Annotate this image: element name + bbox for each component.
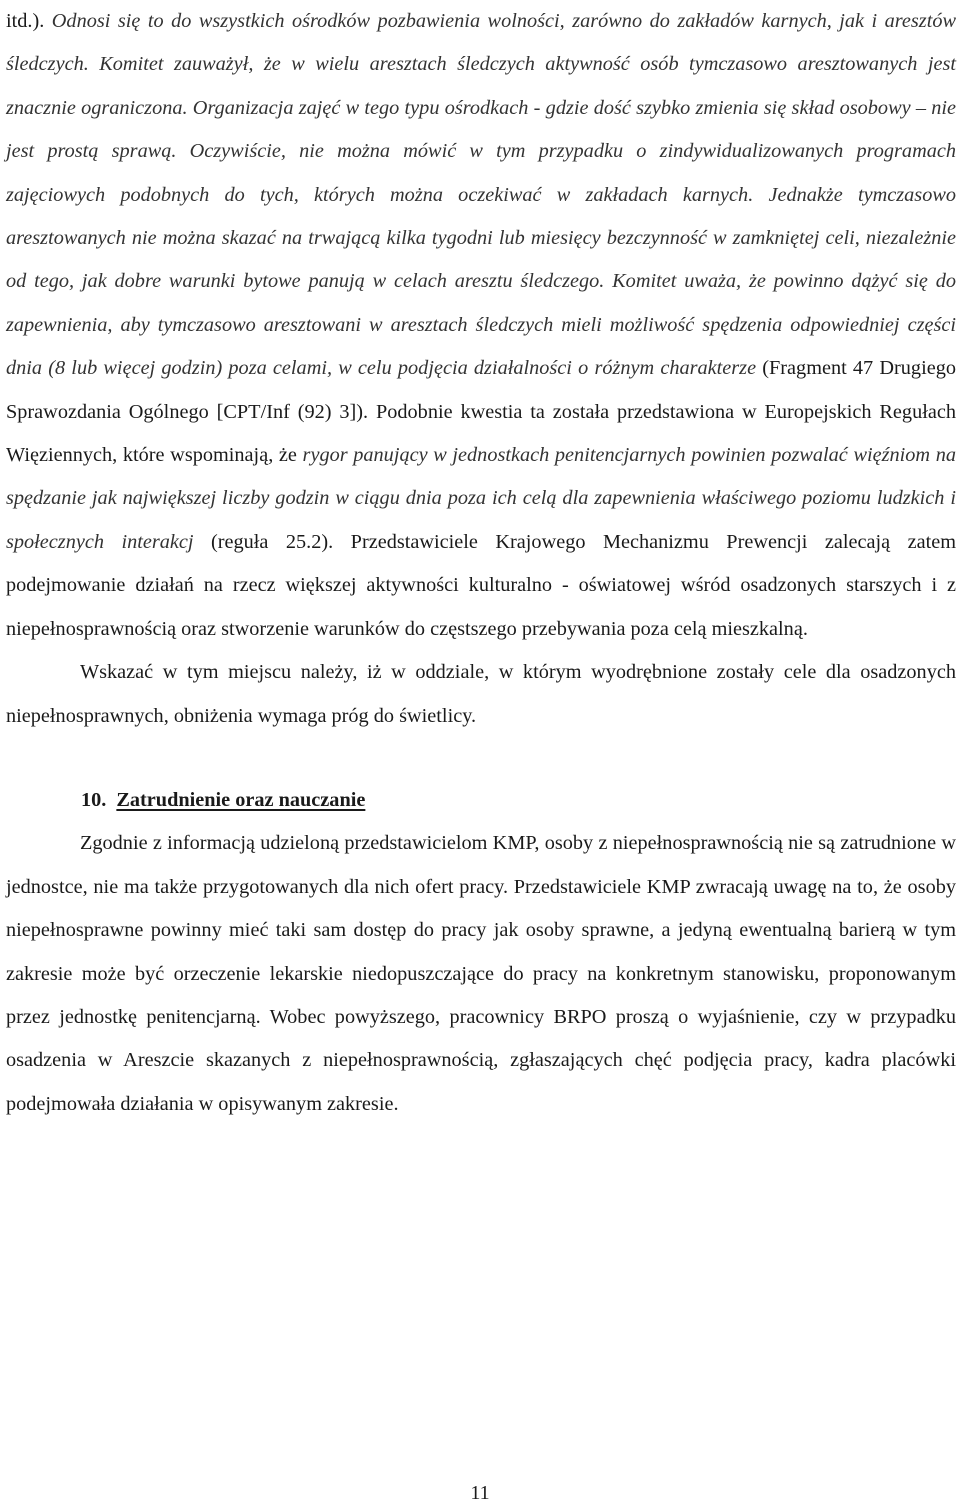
page-number: 11 — [470, 1482, 490, 1504]
text-segment: (reguła 25.2). Przedstawiciele Krajowego Mechanizmu Prewencji zalecają zatem podejmowanie działań na rzecz większej aktywności kulturalno - oświatowej wśród osadzonych starszych i z niepełnosprawnością oraz stworzenie warunków do częstszego przebywania poza celą mieszkalną. — [6, 530, 956, 640]
paragraph-cpt-activities — [6, 0, 956, 651]
section-title: Zatrudnienie oraz nauczanie — [116, 788, 366, 811]
quote-cpt-report: Odnosi się to do wszystkich ośrodków pozbawienia wolności, zarówno do zakładów karnych, jak i aresztów śledczych. Komitet zauważył, że w wielu aresztach śledczych aktywność osób tymczasowo aresztowanych jest znacznie ograniczona. Organizacja zajęć w tego typu ośrodkach - gdzie dość szybko zmienia się skład osobowy – nie jest prostą sprawą. Oczywiście, nie można mówić w tym przypadku o zindywidualizowanych programach zajęciowych podobnych do tych, których można oczekiwać w zakładach karnych. Jednakże tymczasowo aresztowanych nie można skazać na trwającą kilka tygodni lub miesięcy bezczynność w zamkniętej celi, niezależnie od tego, jak dobre warunki bytowe panują w celach aresztu śledczego. Komitet uważa, że powinno dążyć się do zapewnienia, aby tymczasowo aresztowani w aresztach śledczych mieli możliwość spędzenia odpowiedniej części dnia (8 lub więcej godzin) poza celami, w celu podjęcia działalności o różnym charakterze — [6, 10, 957, 380]
section-number: 10. — [81, 788, 107, 811]
paragraph-common-room-threshold: Wskazać w tym miejscu należy, iż w oddziale, w którym wyodrębnione zostały cele dla osadzonych niepełnosprawnych, obniżenia wymaga próg do świetlicy. — [6, 661, 956, 727]
paragraph-employment: Zgodnie z informacją udzieloną przedstawicielom KMP, osoby z niepełnosprawnością nie są zatrudnione w jednostce, nie ma także przygotowanych dla nich ofert pracy. Przedstawiciele KMP zwracają uwagę na to, że osoby niepełnosprawne powinny mieć taki sam dostęp do pracy jak osoby sprawne, a jedyną ewentualną barierą w tym zakresie może być orzeczenie lekarskie niedopuszczające do pracy na konkretnym stanowisku, proponowanym przez jednostkę penitencjarną. Wobec powyższego, pracownicy BRPO proszą o wyjaśnienie, czy w przypadku osadzenia w Areszcie skazanych z niepełnosprawnością, zgłaszających chęć podjęcia pracy, kadra placówki podejmowała działania w opisywanym zakresie. — [6, 832, 956, 1115]
section-heading — [6, 779, 956, 822]
text-segment: itd.). — [6, 10, 52, 32]
quote-prison-rules: rygor panujący w jednostkach penitencjarnych powinien pozwalać więźniom na spędzanie jak największej liczby godzin w ciągu dnia poza ich celą dla zapewnienia właściwego poziomu ludzkich i społecznych interakcj — [6, 444, 956, 553]
spacer — [6, 738, 956, 779]
document-page — [6, 0, 956, 1126]
text-segment: (Fragment 47 Drugiego Sprawozdania Ogólnego [CPT/Inf (92) 3]). Podobnie kwestia ta została przedstawiona w Europejskich Regułach Więziennych, które wspominają, że — [6, 357, 956, 467]
